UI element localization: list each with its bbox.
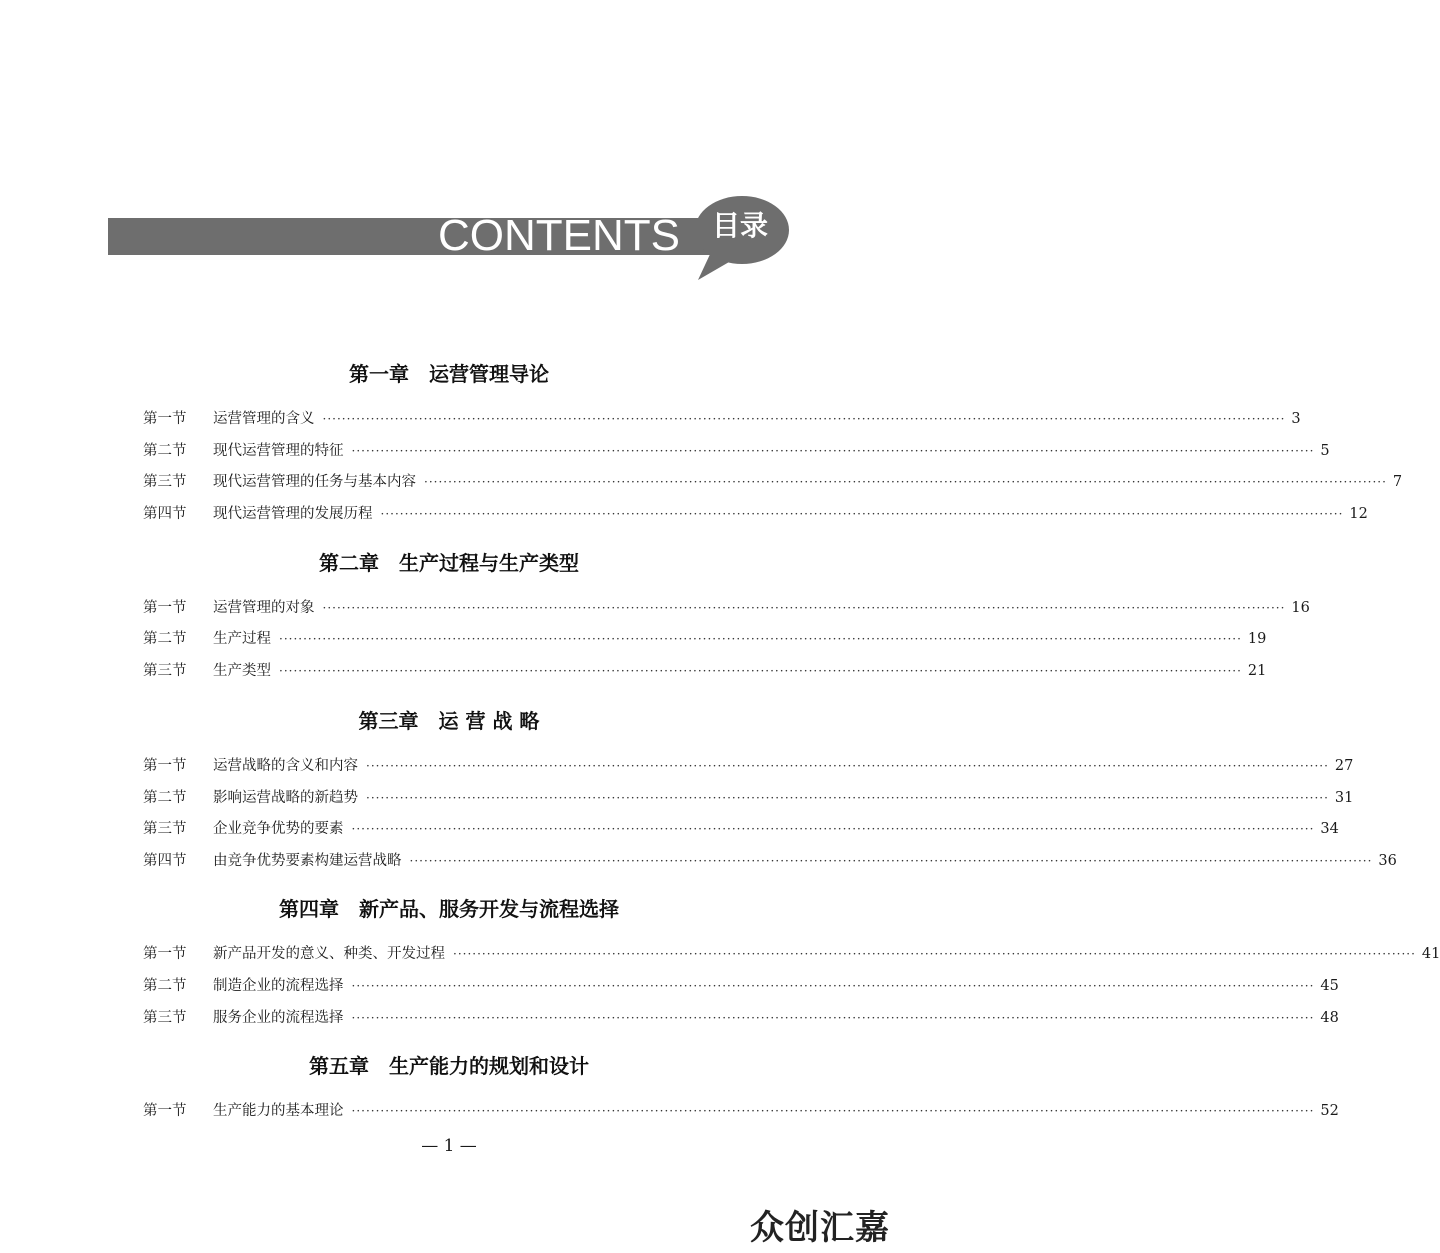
section-number: 第四节 [143, 853, 187, 869]
dot-leader: ········································································································································································································ [424, 475, 1387, 489]
dot-leader: ········································································································································································································ [351, 822, 1315, 836]
publisher-watermark: 众创汇嘉 [750, 1208, 890, 1248]
section-page-number: 48 [1320, 1010, 1339, 1026]
section-page-number: 12 [1349, 506, 1368, 522]
dot-leader: ········································································································································································································ [279, 664, 1242, 678]
section-page-number: 16 [1291, 600, 1310, 616]
section-page-number: 31 [1334, 790, 1354, 806]
toc-entry[interactable] [143, 818, 1339, 840]
chapter-heading: 第一章 运营管理导论 [349, 362, 549, 386]
toc-entry[interactable] [143, 975, 1339, 997]
section-title: 制造企业的流程选择 [213, 978, 344, 994]
section-number: 第一节 [143, 411, 187, 427]
dot-leader: ········································································································································································································ [351, 444, 1315, 458]
section-page-number: 3 [1291, 411, 1301, 427]
section-page-number: 34 [1320, 821, 1339, 837]
section-title: 现代运营管理的任务与基本内容 [213, 474, 416, 490]
section-number: 第二节 [143, 443, 187, 459]
dot-leader: ········································································································································································································ [322, 412, 1286, 426]
chapter-heading: 第二章 生产过程与生产类型 [319, 551, 579, 575]
toc-entry[interactable] [143, 1100, 1339, 1122]
dot-leader: ········································································································································································································ [351, 1104, 1315, 1118]
section-title: 生产类型 [213, 663, 271, 679]
dot-leader: ········································································································································································································ [453, 947, 1416, 961]
toc-entry[interactable] [143, 503, 1368, 525]
section-number: 第一节 [143, 600, 187, 616]
toc-entry[interactable] [143, 471, 1403, 493]
dot-leader: ········································································································································································································ [351, 979, 1315, 993]
dot-leader: ········································································································································································································ [279, 632, 1242, 646]
section-page-number: 45 [1320, 978, 1339, 994]
section-page-number: 7 [1392, 474, 1403, 490]
section-title: 现代运营管理的特征 [213, 443, 344, 459]
toc-entry[interactable] [143, 1007, 1339, 1029]
toc-entry[interactable] [143, 943, 1440, 965]
chapter-heading: 第三章 运 营 战 略 [358, 709, 540, 733]
page-number: — 1 — [421, 1136, 477, 1156]
section-page-number: 21 [1247, 663, 1267, 679]
toc-entry[interactable] [143, 628, 1267, 650]
section-number: 第三节 [143, 821, 187, 837]
section-title: 由竞争优势要素构建运营战略 [213, 853, 402, 869]
toc-entry[interactable] [143, 660, 1267, 682]
section-number: 第一节 [143, 1103, 187, 1119]
section-number: 第一节 [143, 946, 187, 962]
section-page-number: 41 [1421, 946, 1440, 962]
section-title: 新产品开发的意义、种类、开发过程 [213, 946, 445, 962]
toc-entry[interactable] [143, 597, 1310, 619]
section-title: 生产能力的基本理论 [213, 1103, 344, 1119]
dot-leader: ········································································································································································································ [322, 601, 1286, 615]
section-page-number: 27 [1334, 758, 1354, 774]
dot-leader: ········································································································································································································ [366, 791, 1329, 805]
section-title: 企业竞争优势的要素 [213, 821, 344, 837]
contents-heading: CONTENTS [438, 211, 680, 260]
section-title: 现代运营管理的发展历程 [213, 506, 373, 522]
section-page-number: 36 [1378, 853, 1397, 869]
section-title: 服务企业的流程选择 [213, 1010, 344, 1026]
toc-entry[interactable] [143, 440, 1330, 462]
section-number: 第二节 [143, 631, 187, 647]
section-title: 运营管理的对象 [213, 600, 315, 616]
toc-entry[interactable] [143, 850, 1397, 872]
section-number: 第二节 [143, 978, 187, 994]
toc-entry[interactable] [143, 755, 1354, 777]
section-title: 影响运营战略的新趋势 [213, 790, 358, 806]
section-number: 第三节 [143, 1010, 187, 1026]
dot-leader: ········································································································································································································ [366, 759, 1329, 773]
chapter-heading: 第五章 生产能力的规划和设计 [309, 1054, 589, 1078]
section-page-number: 52 [1320, 1103, 1339, 1119]
toc-entry[interactable] [143, 787, 1354, 809]
dot-leader: ········································································································································································································ [351, 1011, 1315, 1025]
toc-entry[interactable] [143, 408, 1301, 430]
section-title: 生产过程 [213, 631, 271, 647]
section-number: 第三节 [143, 663, 187, 679]
chapter-heading: 第四章 新产品、服务开发与流程选择 [279, 897, 619, 921]
section-page-number: 5 [1320, 443, 1330, 459]
section-title: 运营战略的含义和内容 [213, 758, 358, 774]
section-number: 第二节 [143, 790, 187, 806]
section-number: 第一节 [143, 758, 187, 774]
dot-leader: ········································································································································································································ [380, 507, 1344, 521]
section-number: 第三节 [143, 474, 187, 490]
section-title: 运营管理的含义 [213, 411, 315, 427]
toc-label: 目录 [711, 209, 768, 242]
section-page-number: 19 [1247, 631, 1267, 647]
dot-leader: ········································································································································································································ [409, 854, 1373, 868]
section-number: 第四节 [143, 506, 187, 522]
